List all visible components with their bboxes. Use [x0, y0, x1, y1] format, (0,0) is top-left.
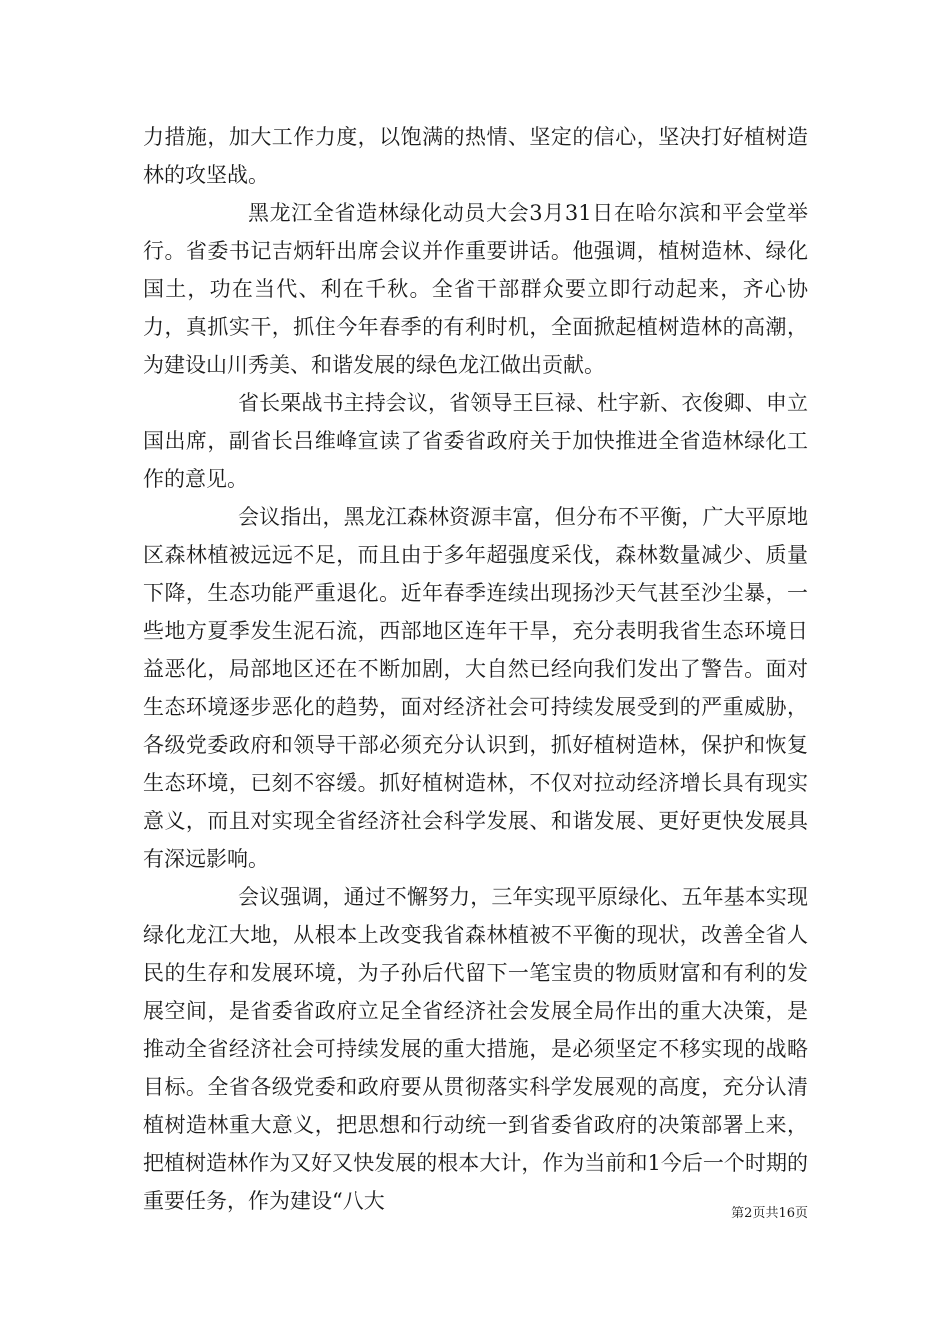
- body-text: [143, 118, 808, 1220]
- paragraph-1: 力措施，加大工作力度，以饱满的热情、坚定的信心，坚决打好植树造林的攻坚战。: [143, 125, 808, 187]
- paragraph-4: 会议指出，黑龙江森林资源丰富，但分布不平衡，广大平原地区森林植被远远不足，而且由于多年超强度采伐，森林数量减少、质量下降，生态功能严重退化。近年春季连续出现扬沙天气甚至沙尘暴，一些地方夏季发生泥石流，西部地区连年干旱，充分表明我省生态环境日益恶化，局部地区还在不断加剧，大自然已经向我们发出了警告。面对生态环境逐步恶化的趋势，面对经济社会可持续发展受到的严重威胁，各级党委政府和领导干部必须充分认识到，抓好植树造林，保护和恢复生态环境，已刻不容缓。抓好植树造林，不仅对拉动经济增长具有现实意义，而且对实现全省经济社会科学发展、和谐发展、更好更快发展具有深远影响。: [143, 505, 808, 871]
- paragraph-5: 会议强调，通过不懈努力，三年实现平原绿化、五年基本实现绿化龙江大地，从根本上改变我省森林植被不平衡的现状，改善全省人民的生存和发展环境，为子孙后代留下一笔宝贵的物质财富和有利的发展空间，是省委省政府立足全省经济社会发展全局作出的重大决策，是推动全省经济社会可持续发展的重大措施，是必须坚定不移实现的战略目标。全省各级党委和政府要从贯彻落实科学发展观的高度，充分认清植树造林重大意义，把思想和行动统一到省委省政府的决策部署上来，把植树造林作为又好又快发展的根本大计，作为当前和1今后一个时期的重要任务，作为建设“八大: [143, 885, 808, 1213]
- paragraph-2: 黑龙江全省造林绿化动员大会3月31日在哈尔滨和平会堂举行。省委书记吉炳轩出席会议并作重要讲话。他强调，植树造林、绿化国土，功在当代、利在千秋。全省干部群众要立即行动起来，齐心协力，真抓实干，抓住今年春季的有利时机，全面掀起植树造林的高潮，为建设山川秀美、和谐发展的绿色龙江做出贡献。: [143, 201, 808, 377]
- page-number: 第2页共16页: [731, 1206, 808, 1221]
- paragraph-3: 省长栗战书主持会议，省领导王巨禄、杜宇新、衣俊卿、申立国出席，副省长吕维峰宣读了省委省政府关于加快推进全省造林绿化工作的意见。: [143, 391, 808, 491]
